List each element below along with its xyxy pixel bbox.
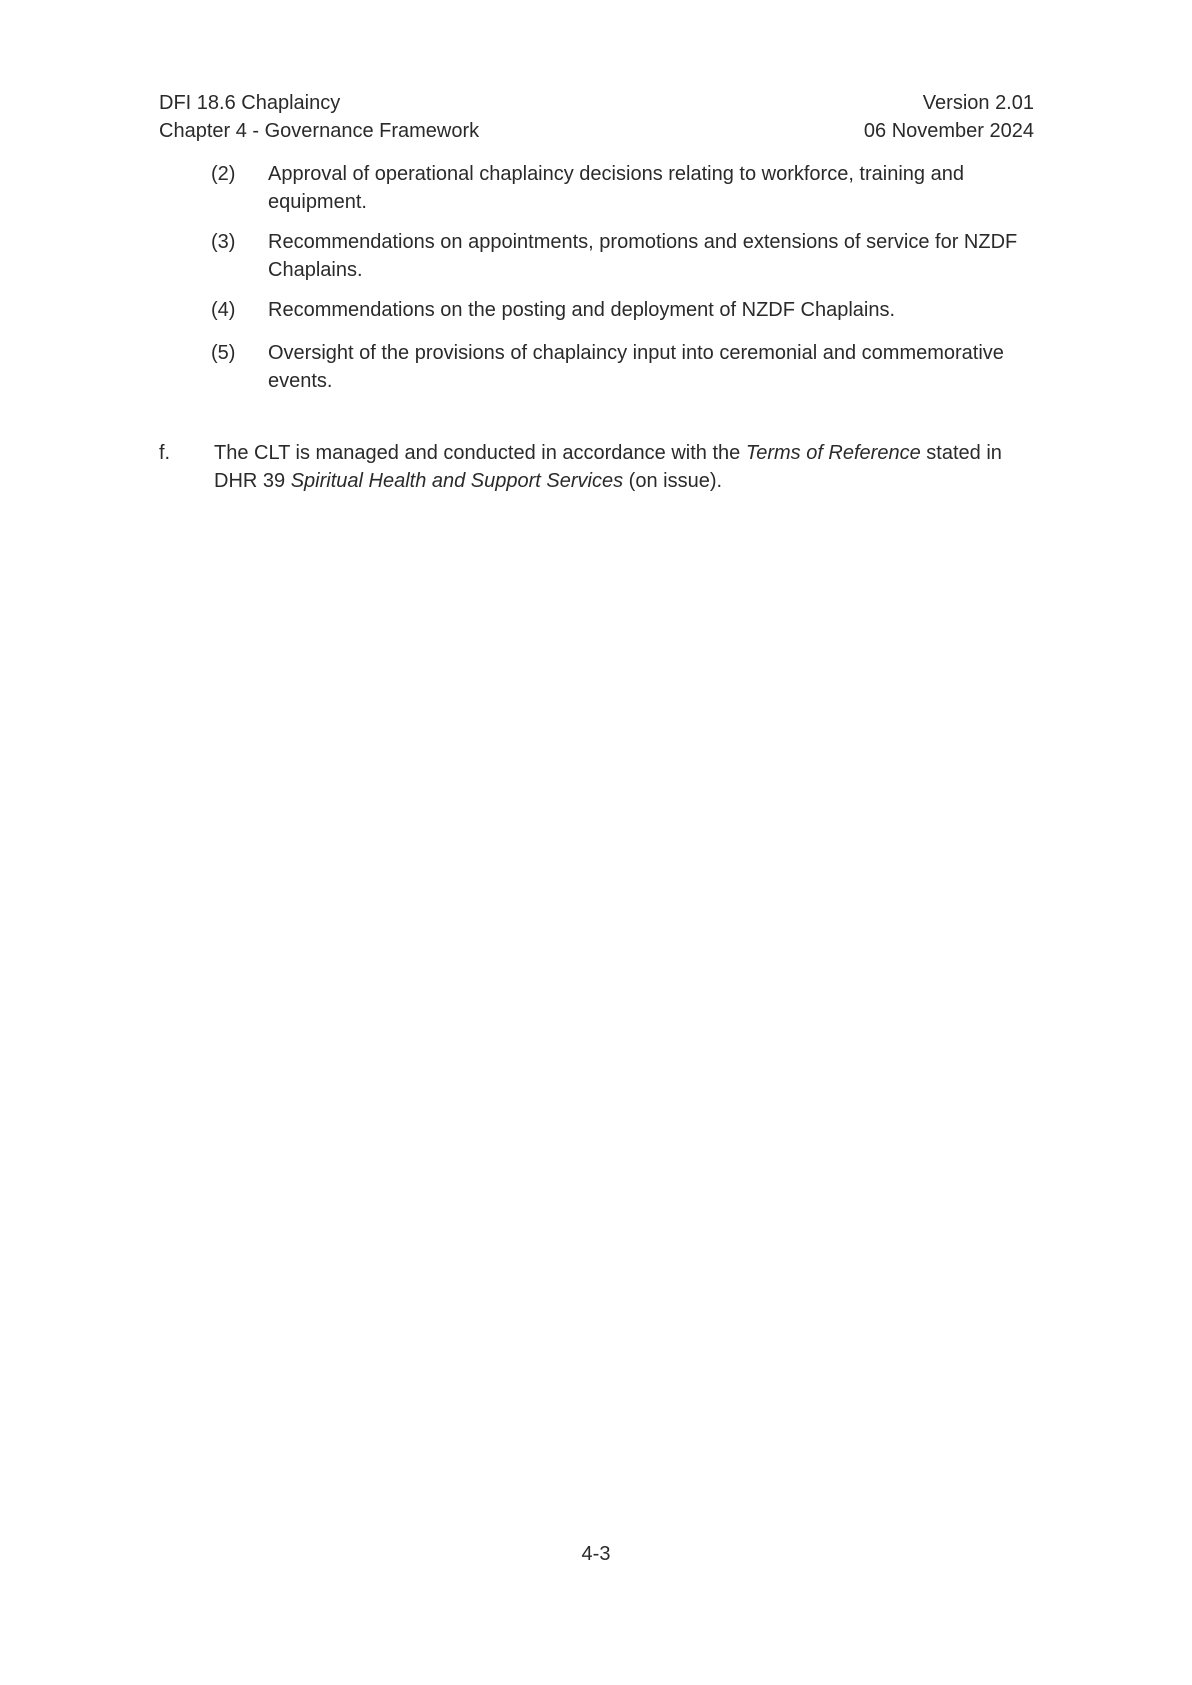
paragraph-text-part: The CLT is managed and conducted in accordance with the (214, 442, 746, 464)
list-item-number: (4) (211, 299, 236, 321)
header-right (864, 89, 1034, 145)
list-item-text: Approval of operational chaplaincy decisions relating to workforce, training and equipment. (268, 163, 964, 213)
chapter-title: Chapter 4 - Governance Framework (159, 120, 480, 142)
paragraph-text (214, 439, 1049, 495)
list-item-number: (2) (211, 163, 236, 185)
list-item-number: (5) (211, 342, 236, 364)
list-item (211, 160, 1041, 216)
list-item-number: (3) (211, 231, 236, 253)
paragraph-f (159, 439, 1049, 495)
list-item-text: Recommendations on appointments, promotions and extensions of service for NZDF Chaplains. (268, 231, 1018, 281)
page-number: 4-3 (581, 1543, 611, 1565)
paragraph-letter: f. (159, 442, 171, 464)
list-item-text: Oversight of the provisions of chaplaincy input into ceremonial and commemorative events. (268, 342, 1004, 392)
date-label: 06 November 2024 (863, 120, 1034, 142)
terms-of-reference-italic: Terms of Reference (745, 442, 921, 464)
list-item (211, 228, 1041, 284)
version-label: Version 2.01 (922, 92, 1034, 114)
list-item (211, 296, 1041, 324)
list-item (211, 339, 1041, 395)
paragraph-text-part: stated in DHR 39 (214, 442, 1002, 492)
publication-title-italic: Spiritual Health and Support Services (290, 470, 624, 492)
list-item-text: Recommendations on the posting and deployment of NZDF Chaplains. (268, 299, 896, 321)
document-title: DFI 18.6 Chaplaincy (159, 92, 341, 114)
header-left (159, 89, 479, 145)
paragraph-text-part: (on issue). (623, 470, 723, 492)
